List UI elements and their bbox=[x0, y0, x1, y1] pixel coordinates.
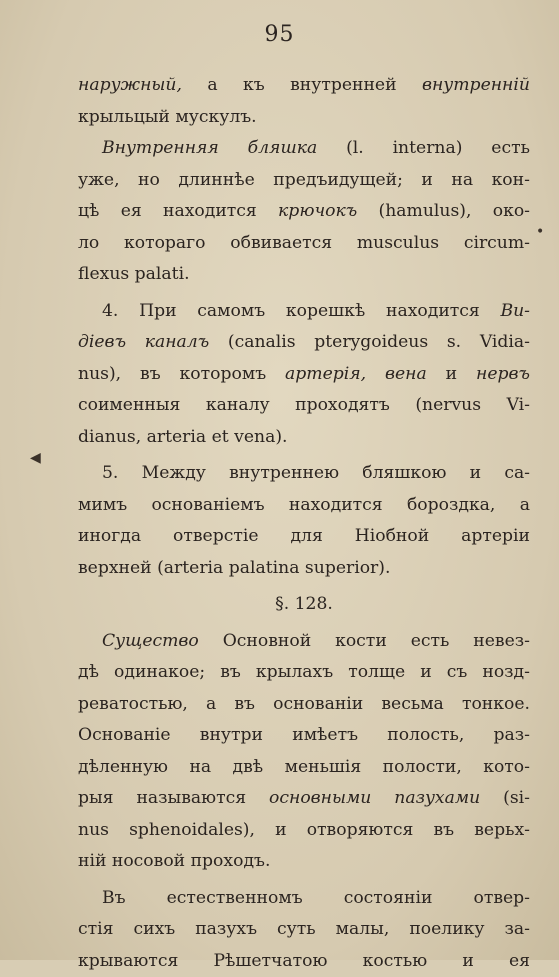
word: полости, bbox=[383, 752, 462, 784]
word: внутренней bbox=[290, 70, 396, 102]
word: Vidia- bbox=[480, 327, 530, 359]
word: невез- bbox=[473, 626, 530, 658]
word: но bbox=[138, 165, 160, 197]
word: въ bbox=[220, 657, 241, 689]
word: сихъ bbox=[133, 914, 175, 946]
word: которомъ bbox=[180, 359, 267, 391]
word: діевъ bbox=[78, 327, 126, 359]
text-line bbox=[78, 390, 530, 422]
word: съ bbox=[447, 657, 468, 689]
text-line bbox=[78, 327, 530, 359]
word: костью bbox=[363, 946, 428, 977]
word: мимъ bbox=[78, 490, 127, 522]
word: а bbox=[206, 689, 216, 721]
word: nus bbox=[78, 815, 109, 847]
word: ній носовой проходъ. bbox=[78, 846, 270, 878]
text-line bbox=[78, 914, 530, 946]
word: Существо bbox=[102, 626, 199, 658]
word: весьма bbox=[381, 689, 443, 721]
margin-dot: • bbox=[536, 224, 544, 240]
word: каналу bbox=[206, 390, 270, 422]
word: §. 128. bbox=[275, 589, 333, 621]
text-line bbox=[78, 553, 530, 585]
word: основными bbox=[269, 783, 371, 815]
word: есть bbox=[411, 626, 450, 658]
word: естественномъ bbox=[167, 883, 303, 915]
word: pterygoideus bbox=[314, 327, 428, 359]
word: къ bbox=[243, 70, 265, 102]
word: находится bbox=[386, 296, 480, 328]
word: есть bbox=[491, 133, 530, 165]
word: крылахъ bbox=[256, 657, 333, 689]
word: кото- bbox=[483, 752, 530, 784]
text-line bbox=[78, 657, 530, 689]
word: въ bbox=[140, 359, 161, 391]
word: sphenoidales), bbox=[129, 815, 255, 847]
word: (l. bbox=[346, 133, 364, 165]
word: (canalis bbox=[228, 327, 296, 359]
word: и bbox=[462, 946, 473, 977]
text-line bbox=[78, 422, 530, 454]
text-line bbox=[78, 458, 530, 490]
word: вена bbox=[385, 359, 427, 391]
word: flexus palati. bbox=[78, 259, 190, 291]
text-line bbox=[78, 752, 530, 784]
word: са- bbox=[504, 458, 530, 490]
word: 4. bbox=[102, 296, 118, 328]
text-line bbox=[78, 815, 530, 847]
word: называются bbox=[136, 783, 246, 815]
word: interna) bbox=[393, 133, 463, 165]
word: толще bbox=[348, 657, 405, 689]
word: въ bbox=[234, 689, 255, 721]
text-line bbox=[78, 521, 530, 553]
word: раз- bbox=[494, 720, 530, 752]
body-text bbox=[78, 70, 530, 977]
word: пазухъ bbox=[195, 914, 257, 946]
word: dianus, arteria et vena). bbox=[78, 422, 288, 454]
word: кости bbox=[335, 626, 387, 658]
text-line bbox=[78, 133, 530, 165]
section-heading bbox=[78, 589, 530, 621]
word: кон- bbox=[492, 165, 530, 197]
word: крываются bbox=[78, 946, 178, 977]
word: musculus bbox=[357, 228, 439, 260]
text-line bbox=[78, 196, 530, 228]
word: полость, bbox=[387, 720, 464, 752]
word: предъидущей; bbox=[273, 165, 403, 197]
word: дѣленную bbox=[78, 752, 168, 784]
word: ло bbox=[78, 228, 99, 260]
word: отворяются bbox=[307, 815, 414, 847]
word: находится bbox=[163, 196, 257, 228]
word: обвивается bbox=[230, 228, 332, 260]
word: за- bbox=[505, 914, 530, 946]
word: и bbox=[446, 359, 457, 391]
word: а bbox=[207, 70, 217, 102]
word: При bbox=[139, 296, 176, 328]
word: самомъ bbox=[197, 296, 265, 328]
word: око- bbox=[493, 196, 530, 228]
word: иногда bbox=[78, 521, 141, 553]
word: основаніи bbox=[273, 689, 363, 721]
text-line bbox=[78, 102, 530, 134]
word: 5. bbox=[102, 458, 118, 490]
word: пазухами bbox=[394, 783, 480, 815]
word: ея bbox=[509, 946, 530, 977]
text-line bbox=[78, 883, 530, 915]
text-line bbox=[78, 846, 530, 878]
word: корешкѣ bbox=[286, 296, 365, 328]
word: для bbox=[290, 521, 322, 553]
word: крыльцый мускулъ. bbox=[78, 102, 257, 134]
word: въ bbox=[434, 815, 455, 847]
word: Основаніе bbox=[78, 720, 171, 752]
word: поелику bbox=[409, 914, 484, 946]
word: имѣетъ bbox=[292, 720, 358, 752]
word: Между bbox=[142, 458, 206, 490]
word: рыя bbox=[78, 783, 114, 815]
word: (hamulus), bbox=[379, 196, 472, 228]
word: состояніи bbox=[344, 883, 433, 915]
word: и bbox=[470, 458, 481, 490]
word: двѣ bbox=[233, 752, 264, 784]
word: отвер- bbox=[473, 883, 530, 915]
word: Основной bbox=[223, 626, 311, 658]
word: s. bbox=[447, 327, 461, 359]
word: и bbox=[420, 657, 431, 689]
word: цѣ bbox=[78, 196, 99, 228]
word: отверстіе bbox=[173, 521, 259, 553]
word: уже, bbox=[78, 165, 120, 197]
word: суть bbox=[277, 914, 316, 946]
word: бляшкою bbox=[362, 458, 446, 490]
word: ея bbox=[121, 196, 142, 228]
word: проходятъ bbox=[295, 390, 390, 422]
text-line bbox=[78, 259, 530, 291]
word: Внутренняя bbox=[102, 133, 219, 165]
word: на bbox=[189, 752, 211, 784]
word: реватостью, bbox=[78, 689, 188, 721]
word: каналъ bbox=[145, 327, 209, 359]
page-number: 95 bbox=[0, 22, 559, 47]
text-line bbox=[78, 720, 530, 752]
text-line bbox=[78, 946, 530, 977]
word: (si- bbox=[503, 783, 530, 815]
word: Въ bbox=[102, 883, 126, 915]
word: (nervus bbox=[415, 390, 481, 422]
word: а bbox=[520, 490, 530, 522]
word: малы, bbox=[336, 914, 390, 946]
word: бороздка, bbox=[407, 490, 495, 522]
text-line bbox=[78, 70, 530, 102]
text-line bbox=[78, 490, 530, 522]
word: на bbox=[451, 165, 473, 197]
word: Vi- bbox=[507, 390, 530, 422]
word: длиннѣе bbox=[178, 165, 254, 197]
word: верьх- bbox=[474, 815, 530, 847]
word: nus), bbox=[78, 359, 121, 391]
word: артеріи bbox=[461, 521, 530, 553]
word: нервъ bbox=[476, 359, 530, 391]
text-line bbox=[78, 359, 530, 391]
word: внутреннею bbox=[229, 458, 339, 490]
word: дѣ bbox=[78, 657, 99, 689]
word: и bbox=[275, 815, 286, 847]
word: находится bbox=[289, 490, 383, 522]
word: одинакое; bbox=[114, 657, 205, 689]
word: основаніемъ bbox=[151, 490, 264, 522]
word: верхней (arteria palatina superior). bbox=[78, 553, 390, 585]
word: артерія, bbox=[285, 359, 366, 391]
text-line bbox=[78, 165, 530, 197]
text-line bbox=[78, 689, 530, 721]
word: котораго bbox=[124, 228, 206, 260]
word: соименныя bbox=[78, 390, 180, 422]
text-line bbox=[78, 228, 530, 260]
word: Рѣшетчатою bbox=[213, 946, 327, 977]
word: Ви- bbox=[500, 296, 530, 328]
word: стія bbox=[78, 914, 113, 946]
text-line bbox=[78, 783, 530, 815]
word: тонкое. bbox=[462, 689, 530, 721]
word: нозд- bbox=[482, 657, 530, 689]
word: Ніобной bbox=[355, 521, 429, 553]
word: внутри bbox=[200, 720, 263, 752]
word: наружный, bbox=[78, 70, 182, 102]
text-line bbox=[78, 296, 530, 328]
word: крючокъ bbox=[278, 196, 357, 228]
margin-mark: ◀ bbox=[30, 450, 41, 466]
word: внутренній bbox=[422, 70, 530, 102]
text-line bbox=[78, 626, 530, 658]
word: бляшка bbox=[248, 133, 318, 165]
word: меньшія bbox=[285, 752, 362, 784]
word: circum- bbox=[464, 228, 530, 260]
word: и bbox=[421, 165, 432, 197]
